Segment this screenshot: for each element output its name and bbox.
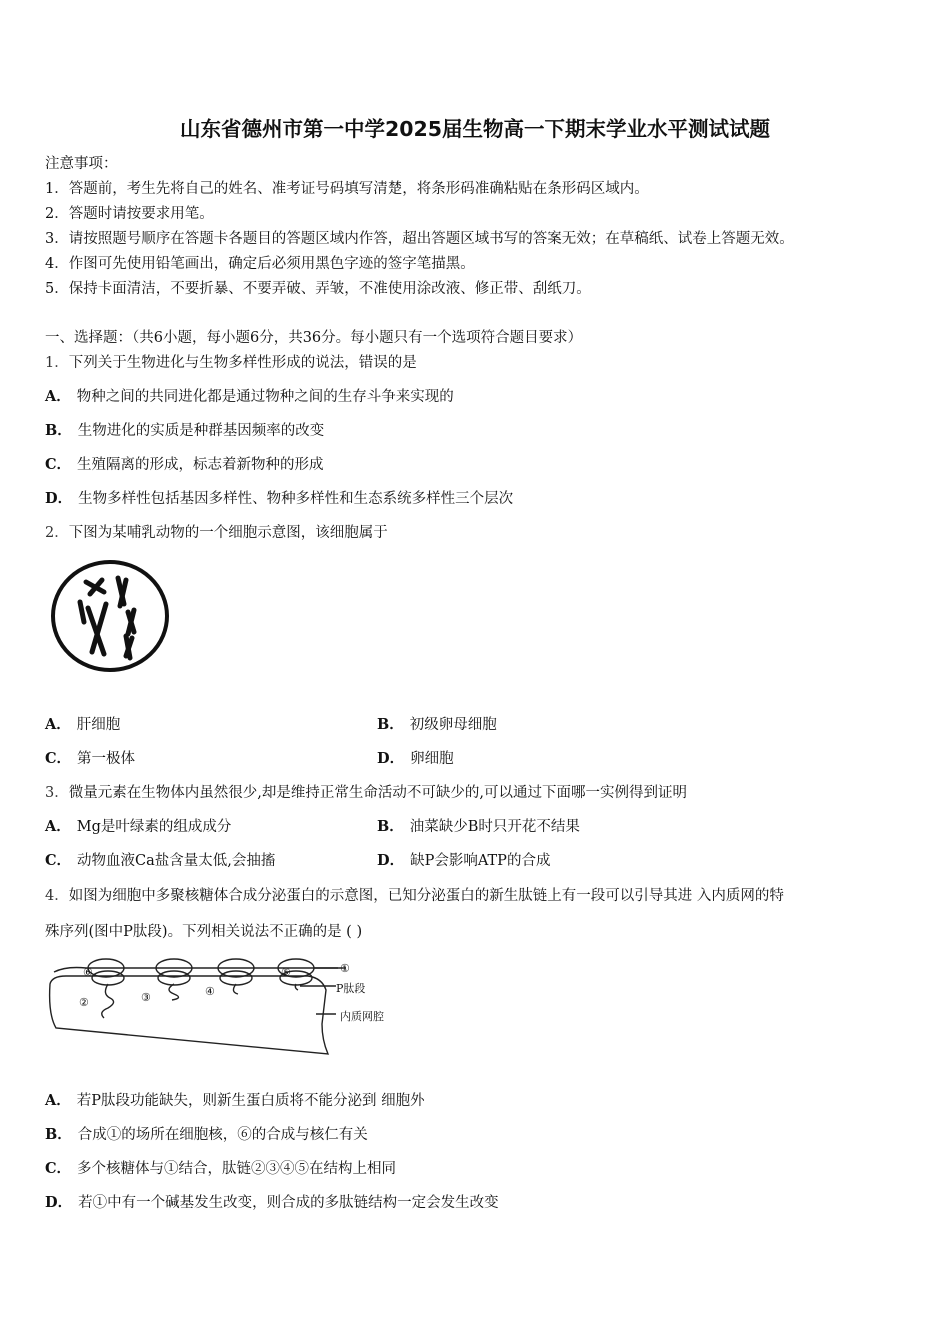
option-text: 物种之间的共同进化都是通过物种之间的生存斗争来实现的: [76, 389, 454, 405]
question-1-stem: [45, 351, 417, 372]
option-label: C．: [45, 456, 72, 473]
option-text: 若P肽段功能缺失，则新生蛋白质将不能分泌到 细胞外: [76, 1093, 425, 1109]
notice-item: 5．保持卡面清洁，不要折暴、不要弄破、弄皱，不准使用涂改液、修正带、刮纸刀。: [45, 281, 591, 297]
question-text: 下列关于生物进化与生物多样性形成的说法，错误的是: [68, 355, 417, 371]
option-text: 卵细胞: [410, 751, 454, 767]
notice-item: 2．答题时请按要求用笔。: [45, 206, 214, 222]
option-label: B．: [45, 1126, 72, 1143]
figure-label-5: ⑤: [281, 966, 291, 979]
ribosome: [158, 971, 190, 985]
option-label: B．: [45, 422, 72, 439]
er-membrane: [50, 976, 328, 1054]
option-text: 合成①的场所在细胞核，⑥的合成与核仁有关: [77, 1127, 368, 1143]
figure-label-er-lumen: 内质网腔: [340, 1010, 384, 1023]
option-text: 若①中有一个碱基发生改变，则合成的多肽链结构一定会发生改变: [78, 1195, 499, 1211]
figure-label-3: ③: [141, 991, 151, 1004]
option-label: A．: [45, 388, 71, 405]
option-label: C．: [45, 1160, 72, 1177]
cell-diagram: [48, 558, 174, 676]
q3-option-c[interactable]: [45, 849, 275, 870]
notice-heading: 注意事项：: [45, 156, 118, 172]
q3-option-a[interactable]: [45, 815, 231, 836]
question-number: 4．: [45, 888, 69, 904]
question-4-stem: [45, 884, 784, 905]
q4-option-d[interactable]: [45, 1191, 499, 1212]
q4-option-a[interactable]: [45, 1089, 425, 1110]
figure-label-6: ⑥: [83, 966, 93, 979]
notice-item: 4．作图可先使用铅笔画出，确定后必须用黑色字迹的签字笔描黑。: [45, 256, 475, 272]
peptide-chain: [169, 984, 179, 1000]
peptide-chain: [102, 984, 114, 1018]
option-label: A．: [45, 1092, 71, 1109]
figure-label-2: ②: [79, 996, 89, 1009]
question-text: 下图为某哺乳动物的一个细胞示意图，该细胞属于: [68, 525, 388, 541]
figure-label-1: ①: [340, 962, 350, 975]
option-label: A．: [45, 818, 71, 835]
question-number: 3．: [45, 785, 69, 801]
option-text: 初级卵母细胞: [409, 717, 497, 733]
q2-option-a[interactable]: [45, 713, 120, 734]
question-text: 如图为细胞中多聚核糖体合成分泌蛋白的示意图，已知分泌蛋白的新生肽链上有一段可以引导其进 入内质网的特: [68, 888, 784, 904]
option-label: B．: [377, 716, 404, 733]
option-text: 生殖隔离的形成，标志着新物种的形成: [77, 457, 324, 473]
option-label: C．: [45, 750, 72, 767]
option-text: 多个核糖体与①结合，肽链②③④⑤在结构上相同: [77, 1161, 397, 1177]
figure-label-4: ④: [205, 985, 215, 998]
ribosome: [92, 971, 124, 985]
page-title: 山东省德州市第一中学2025届生物高一下期末学业水平测试试题: [179, 117, 771, 141]
option-text: Mg是叶绿素的组成成分: [76, 819, 232, 835]
section-heading: 一、选择题：（共6小题，每小题6分，共36分。每小题只有一个选项符合题目要求）: [45, 330, 583, 346]
option-text: 肝细胞: [76, 717, 121, 733]
option-label: D．: [377, 750, 405, 767]
q1-option-a[interactable]: [45, 385, 454, 406]
question-number: 1．: [45, 355, 69, 371]
option-label: B．: [377, 818, 404, 835]
option-label: D．: [45, 1194, 73, 1211]
q2-option-c[interactable]: [45, 747, 135, 768]
question-4-stem-cont: 殊序列(图中P肽段)。下列相关说法不正确的是 ( ): [45, 924, 363, 940]
option-text: 缺P会影响ATP的合成: [410, 853, 551, 869]
chromosomes: [80, 578, 134, 658]
notice-item: 1．答题前，考生先将自己的姓名、准考证号码填写清楚，将条形码准确粘贴在条形码区域内。: [45, 181, 649, 197]
option-label: A．: [45, 716, 71, 733]
q2-option-d[interactable]: [377, 747, 454, 768]
q1-option-b[interactable]: [45, 419, 324, 440]
q1-option-d[interactable]: [45, 487, 513, 508]
q1-option-c[interactable]: [45, 453, 324, 474]
option-text: 油菜缺少B时只开花不结果: [409, 819, 580, 835]
question-number: 2．: [45, 525, 69, 541]
cell-membrane: [53, 562, 167, 670]
option-text: 动物血液Ca盐含量太低,会抽搐: [77, 853, 276, 869]
figure-label-p-segment: P肽段: [336, 982, 366, 995]
option-text: 第一极体: [77, 751, 136, 767]
question-2-stem: [45, 521, 388, 542]
question-text: 微量元素在生物体内虽然很少,却是维持正常生命活动不可缺少的,可以通过下面哪一实例得到证明: [68, 785, 687, 801]
option-label: D．: [45, 490, 73, 507]
notice-item: 3．请按照题号顺序在答题卡各题目的答题区域内作答，超出答题区域书写的答案无效；在草稿纸、试卷上答题无效。: [45, 231, 794, 247]
q2-option-b[interactable]: [377, 713, 497, 734]
q3-option-b[interactable]: [377, 815, 580, 836]
q4-option-b[interactable]: [45, 1123, 368, 1144]
option-label: C．: [45, 852, 72, 869]
option-text: 生物多样性包括基因多样性、物种多样性和生态系统多样性三个层次: [78, 491, 514, 507]
question-3-stem: [45, 781, 687, 802]
q4-option-c[interactable]: [45, 1157, 396, 1178]
q3-option-d[interactable]: [377, 849, 550, 870]
ribosome: [220, 971, 252, 985]
option-text: 生物进化的实质是种群基因频率的改变: [77, 423, 325, 439]
option-label: D．: [377, 852, 405, 869]
